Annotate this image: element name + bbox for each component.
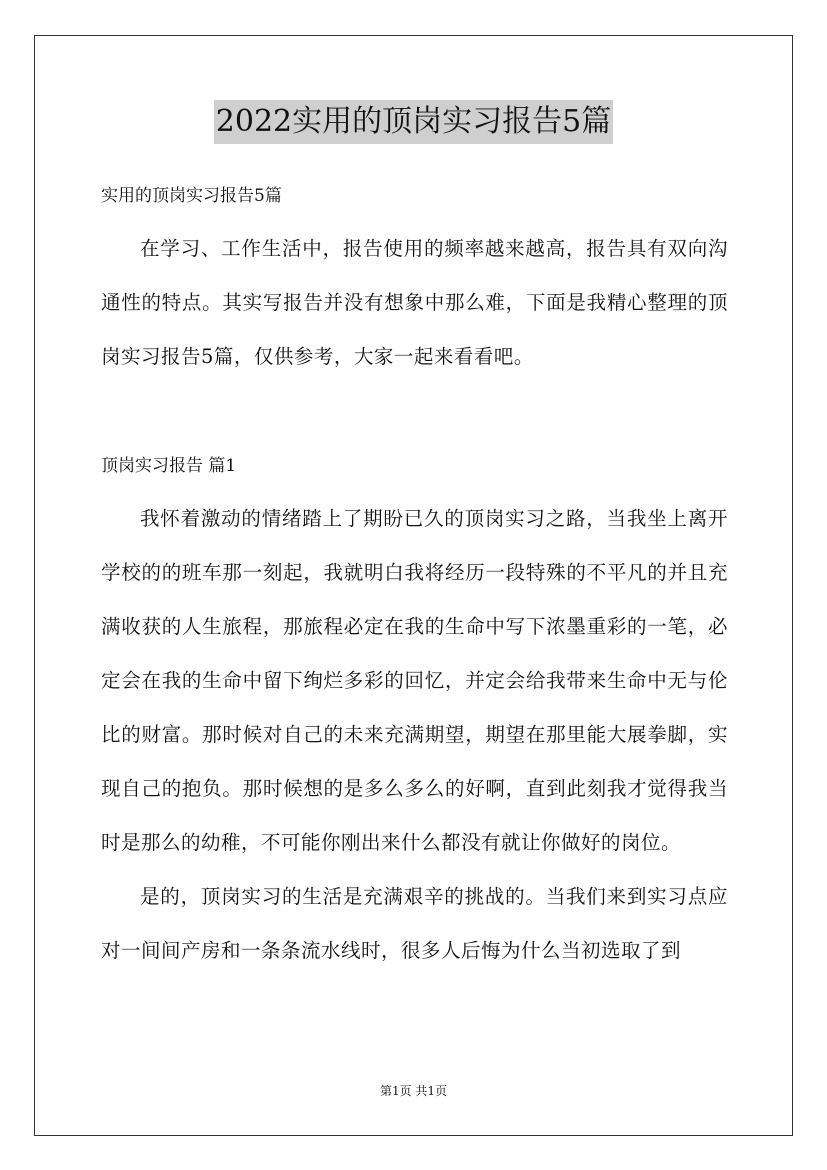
body-paragraph-2: 是的，顶岗实习的生活是充满艰辛的挑战的。当我们来到实习点应对一间间产房和一条条流水线时，很多人后悔为什么当初选取了到 bbox=[101, 885, 728, 962]
spacer bbox=[101, 384, 728, 440]
document-body bbox=[101, 170, 728, 978]
intro-paragraph: 在学习、工作生活中，报告使用的频率越来越高，报告具有双向沟通性的特点。其实写报告并没有想象中那么难，下面是我精心整理的顶岗实习报告5篇，仅供参考，大家一起来看看吧。 bbox=[101, 237, 728, 368]
body-paragraph-1: 我怀着激动的情绪踏上了期盼已久的顶岗实习之路，当我坐上离开学校的的班车那一刻起，我就明白我将经历一段特殊的不平凡的并且充满收获的人生旅程，那旅程必定在我的生命中写下浓墨重彩的一笔，必定会在我的生命中留下绚烂多彩的回忆，并定会给我带来生命中无与伦比的财富。那时候对自己的未来充满期望，期望在那里能大展拳脚，实现自己的抱负。那时候想的是多么多么的好啊，直到此刻我才觉得我当时是那么的幼稚，不可能你刚出来什么都没有就让你做好的岗位。 bbox=[101, 507, 728, 854]
document-subtitle: 实用的顶岗实习报告5篇 bbox=[101, 186, 282, 206]
document-title bbox=[0, 100, 827, 144]
section-heading: 顶岗实习报告 篇1 bbox=[101, 456, 237, 476]
document-title-text: 2022实用的顶岗实习报告5篇 bbox=[214, 100, 613, 144]
page-footer: 第1页 共1页 bbox=[379, 1084, 448, 1098]
